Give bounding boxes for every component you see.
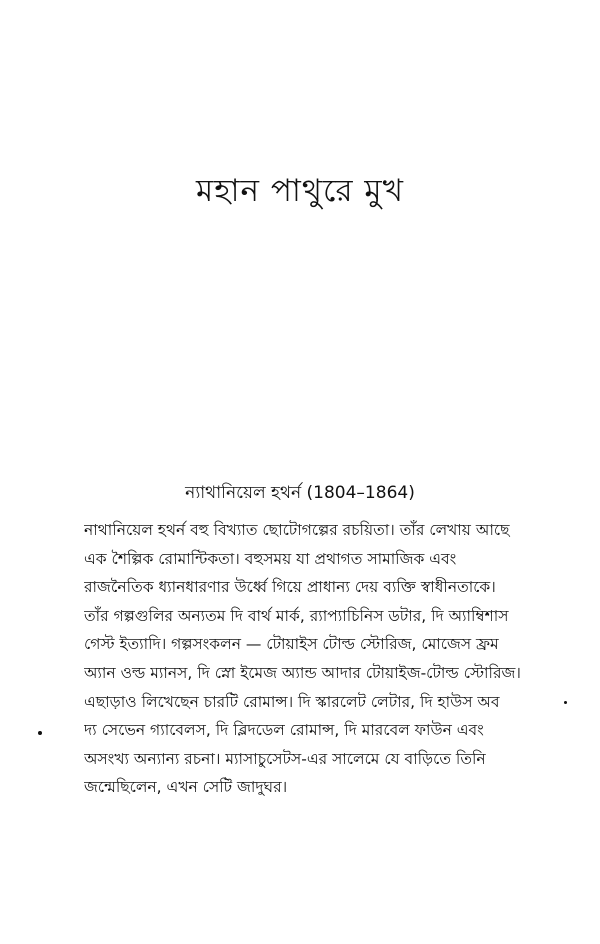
author-heading: ন্যাথানিয়েল হথর্ন (1804–1864) bbox=[185, 483, 415, 503]
scan-speck bbox=[38, 731, 42, 735]
scan-speck bbox=[564, 701, 567, 704]
biography-line: জন্মেছিলেন, এখন সেটি জাদুঘর। bbox=[84, 778, 288, 797]
biography-line: এছাড়াও লিখেছেন চারটি রোমান্স। দি স্কারলেট লেটার, দি হাউস অব bbox=[84, 692, 500, 711]
biography-line: রাজনৈতিক ধ্যানধারণার উর্ধ্বে গিয়ে প্রাধান্য দেয় ব্যক্তি স্বাধীনতাকে। bbox=[84, 578, 496, 597]
biography-line: এক শৈল্পিক রোমান্টিকতা। বহুসময় যা প্রথাগত সামাজিক এবং bbox=[84, 549, 457, 568]
biography-line: গেস্ট ইত্যাদি। গল্পসংকলন — টোয়াইস টোল্ড স্টোরিজ, মোজেস ফ্রম bbox=[84, 635, 499, 654]
biography-line: নাথানিয়েল হথর্ন বহু বিখ্যাত ছোটোগল্পের রচয়িতা। তাঁর লেখায় আছে bbox=[84, 521, 510, 539]
biography-line: দ্য সেভেন গ্যাবেলস, দি ব্লিদডেল রোমান্স, দি মারবেল ফাউন এবং bbox=[84, 721, 484, 740]
biography-line: অ্যান ওল্ড ম্যানস, দি স্নো ইমেজ অ্যান্ড আদার টোয়াইজ-টোল্ড স্টোরিজ। bbox=[84, 663, 521, 682]
biography-line: তাঁর গল্পগুলির অন্যতম দি বার্থ মার্ক, র‍্যাপ্যাচিনিস ডটার, দি অ্যাম্বিশাস bbox=[84, 606, 509, 625]
biography-line: অসংখ্য অন্যান্য রচনা। ম্যাসাচুসেটস-এর সালেমে যে বাড়িতে তিনি bbox=[84, 749, 486, 768]
chapter-title: মহান পাথুরে মুখ bbox=[196, 172, 404, 209]
author-biography bbox=[84, 516, 536, 802]
